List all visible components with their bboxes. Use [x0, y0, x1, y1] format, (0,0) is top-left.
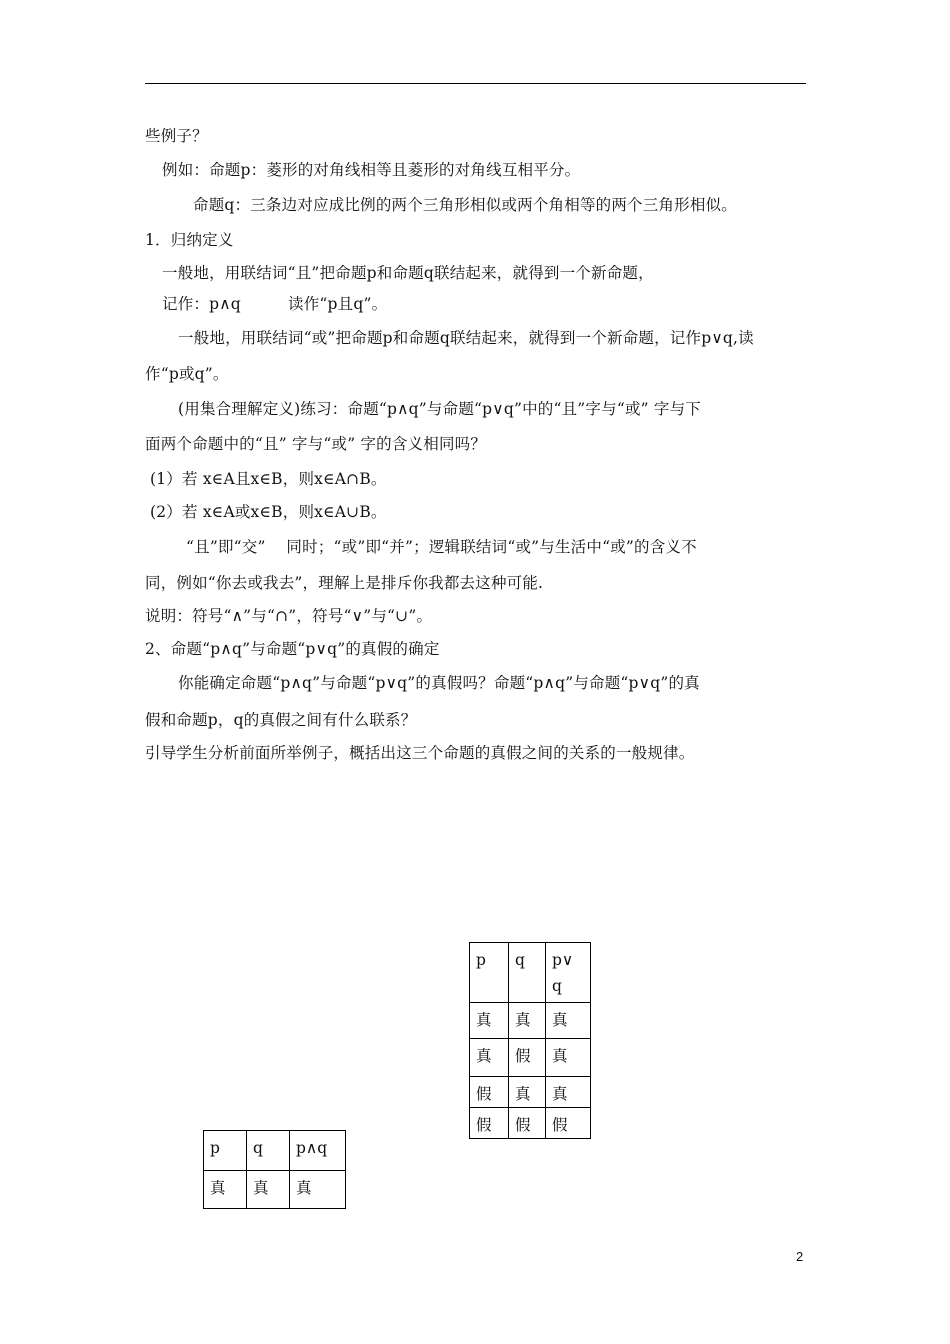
- table-cell: 假: [509, 1108, 546, 1139]
- text-line: “且”即“交” 同时；“或”即“并”；逻辑联结词“或”与生活中“或”的含义不: [186, 538, 697, 556]
- table-row: [470, 1003, 591, 1039]
- text-line: 面两个命题中的“且” 字与“或” 字的含义相同吗？: [145, 435, 487, 453]
- table-cell: 假: [470, 1077, 509, 1108]
- table-header-cell: p: [470, 943, 509, 1003]
- table-row: [470, 1108, 591, 1139]
- table-cell: 假: [509, 1039, 546, 1077]
- table-header-cell: q: [509, 943, 546, 1003]
- table-cell: 真: [470, 1039, 509, 1077]
- table-header-cell: q: [247, 1131, 290, 1171]
- page-number: 2: [796, 1249, 804, 1264]
- table-cell: 真: [509, 1003, 546, 1039]
- table-header-cell: p: [204, 1131, 247, 1171]
- header-line: p∨: [552, 951, 574, 969]
- table-header-cell: p∧q: [290, 1131, 346, 1171]
- table-cell: 假: [470, 1108, 509, 1139]
- table-cell: 真: [247, 1171, 290, 1209]
- table-cell: 真: [509, 1077, 546, 1108]
- table-row: [204, 1171, 346, 1209]
- table-cell: 假: [546, 1108, 591, 1139]
- text-line: 引导学生分析前面所举例子，概括出这三个命题的真假之间的关系的一般规律。: [145, 744, 695, 762]
- table-cell: 真: [290, 1171, 346, 1209]
- header-rule: [145, 83, 806, 84]
- table-cell: 真: [546, 1077, 591, 1108]
- table-row: [470, 1039, 591, 1077]
- text-line: 一般地，用联结词“或”把命题p和命题q联结起来，就得到一个新命题，记作p∨q,读: [178, 329, 754, 347]
- table-cell: 真: [546, 1003, 591, 1039]
- table-row: [470, 1077, 591, 1108]
- section-heading: 2、命题“p∧q”与命题“p∨q”的真假的确定: [145, 640, 440, 658]
- header-line: q: [552, 977, 562, 995]
- section-heading: 1．归纳定义: [145, 231, 234, 249]
- text-line: 假和命题p，q的真假之间有什么联系？: [145, 711, 417, 729]
- text-line: (用集合理解定义)练习：命题“p∧q”与命题“p∨q”中的“且”字与“或” 字与下: [178, 400, 701, 418]
- table-cell: 真: [204, 1171, 247, 1209]
- text-line: 些例子？: [145, 127, 208, 145]
- text-line: 例如：命题p：菱形的对角线相等且菱形的对角线互相平分。: [162, 161, 581, 179]
- text-line: 命题q：三条边对应成比例的两个三角形相似或两个角相等的两个三角形相似。: [193, 196, 737, 214]
- text-line: 记作：p∧q 读作“p且q”。: [162, 295, 388, 313]
- text-line: 作“p或q”。: [145, 365, 229, 383]
- text-line: 一般地，用联结词“且”把命题p和命题q联结起来，就得到一个新命题，: [162, 264, 654, 282]
- text-line: 同，例如“你去或我去”，理解上是排斥你我都去这种可能.: [145, 574, 544, 592]
- text-line: 说明：符号“∧”与“∩”，符号“∨”与“∪”。: [145, 607, 433, 625]
- or-truth-table: [469, 942, 591, 1139]
- text-line: (1）若 x∈A且x∈B，则x∈A∩B。: [150, 470, 387, 488]
- table-cell: 真: [470, 1003, 509, 1039]
- table-cell: 真: [546, 1039, 591, 1077]
- text-line: (2）若 x∈A或x∈B，则x∈A∪B。: [150, 503, 387, 521]
- text-line: 你能确定命题“p∧q”与命题“p∨q”的真假吗？命题“p∧q”与命题“p∨q”的真: [178, 674, 700, 692]
- table-header-cell: [546, 943, 591, 1003]
- and-truth-table: [203, 1130, 346, 1209]
